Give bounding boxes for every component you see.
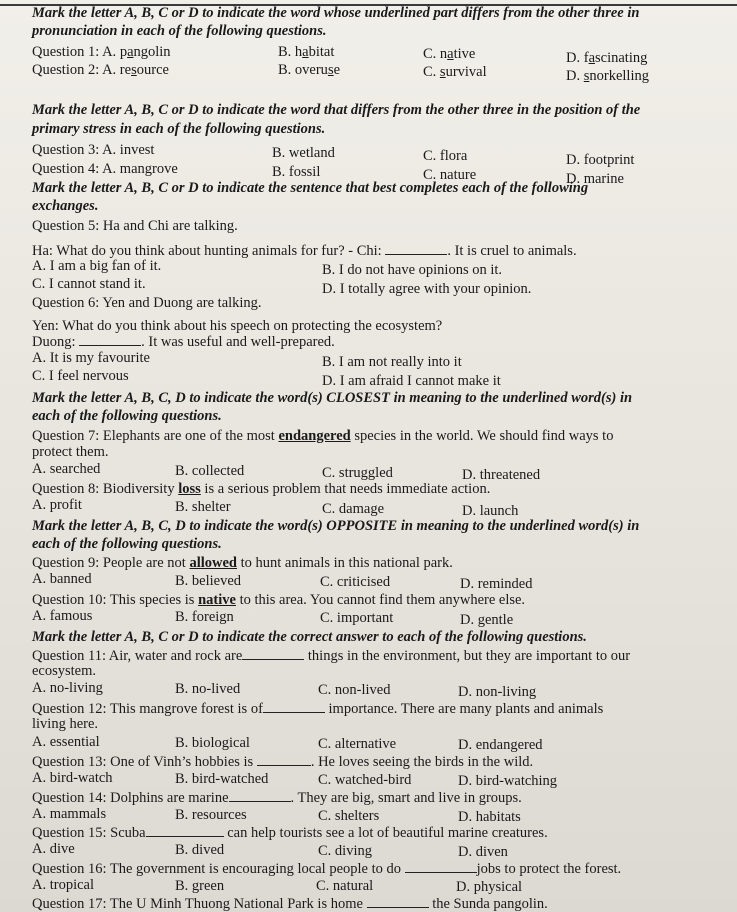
q6-option-c[interactable]: C. I feel nervous: [32, 368, 129, 384]
q11-stem-cont: ecosystem.: [32, 663, 97, 679]
q9-option-d[interactable]: D. reminded: [460, 576, 533, 592]
q7-option-a[interactable]: A. searched: [32, 461, 101, 477]
q16-option-d[interactable]: D. physical: [456, 879, 523, 895]
q14-option-a[interactable]: A. mammals: [32, 806, 107, 822]
q6-blank[interactable]: [79, 333, 141, 346]
q7-stem: Question 7: Elephants are one of the most endangered species in the world. We should find ways to: [32, 428, 614, 444]
q5-stem: Question 5: Ha and Chi are talking.: [32, 218, 238, 234]
q12-option-a[interactable]: A. essential: [32, 734, 100, 750]
q3-option-a[interactable]: Question 3: A. invest: [32, 142, 155, 158]
q13-option-c[interactable]: C. watched-bird: [318, 772, 412, 788]
q6-option-a[interactable]: A. It is my favourite: [32, 350, 150, 366]
q13-option-a[interactable]: A. bird-watch: [32, 770, 113, 786]
q7-option-c[interactable]: C. struggled: [322, 465, 393, 481]
q7-option-d[interactable]: D. threatened: [462, 467, 541, 483]
instruction-closest-cont: each of the following questions.: [32, 408, 222, 424]
q11-option-d[interactable]: D. non-living: [458, 684, 537, 700]
q11-option-b[interactable]: B. no-lived: [175, 681, 241, 697]
instruction-correct-answer: Mark the letter A, B, C or D to indicate the correct answer to each of the following questions.: [32, 629, 587, 645]
q5-option-d[interactable]: D. I totally agree with your opinion.: [322, 281, 532, 297]
q12-option-c[interactable]: C. alternative: [318, 736, 397, 752]
q9-stem: Question 9: People are not allowed to hunt animals in this national park.: [32, 555, 453, 571]
instruction-stress-cont: primary stress in each of the following questions.: [32, 121, 326, 137]
instruction-closest: Mark the letter A, B, C, D to indicate the word(s) CLOSEST in meaning to the underlined word(s) in: [32, 390, 633, 406]
q1-option-d[interactable]: D. fascinating: [566, 50, 648, 66]
q6-dialogue-yen: Yen: What do you think about his speech on protecting the ecosystem?: [32, 318, 443, 334]
q4-option-d[interactable]: D. marine: [566, 171, 624, 187]
q4-option-c[interactable]: C. nature: [423, 167, 477, 183]
q12-blank[interactable]: [263, 700, 325, 713]
q8-stem: Question 8: Biodiversity loss is a serious problem that needs immediate action.: [32, 481, 491, 497]
instruction-opposite-cont: each of the following questions.: [32, 536, 222, 552]
q11-blank[interactable]: [242, 647, 304, 660]
q13-option-d[interactable]: D. bird-watching: [458, 773, 558, 789]
q14-option-d[interactable]: D. habitats: [458, 809, 521, 825]
q1-option-b[interactable]: B. habitat: [278, 44, 335, 60]
q13-stem: Question 13: One of Vinh’s hobbies is . He loves seeing the birds in the wild.: [32, 754, 534, 770]
q6-option-b[interactable]: B. I am not really into it: [322, 354, 462, 370]
instruction-exchanges-cont: exchanges.: [32, 198, 99, 214]
q10-option-c[interactable]: C. important: [320, 610, 394, 626]
q11-option-a[interactable]: A. no-living: [32, 680, 103, 696]
instruction-stress: Mark the letter A, B, C or D to indicate the word that differs from the other three in the position of the: [32, 102, 641, 118]
q8-option-d[interactable]: D. launch: [462, 503, 519, 519]
q15-option-c[interactable]: C. diving: [318, 843, 372, 859]
q2-option-b[interactable]: B. overuse: [278, 62, 341, 78]
q5-option-c[interactable]: C. I cannot stand it.: [32, 276, 146, 292]
q5-option-b[interactable]: B. I do not have opinions on it.: [322, 262, 503, 278]
q4-option-b[interactable]: B. fossil: [272, 164, 321, 180]
q7-stem-cont: protect them.: [32, 444, 109, 460]
q10-option-a[interactable]: A. famous: [32, 608, 93, 624]
q16-option-c[interactable]: C. natural: [316, 878, 374, 894]
q6-stem: Question 6: Yen and Duong are talking.: [32, 295, 262, 311]
q16-option-a[interactable]: A. tropical: [32, 877, 95, 893]
q8-option-b[interactable]: B. shelter: [175, 499, 231, 515]
q10-option-b[interactable]: B. foreign: [175, 609, 234, 625]
q17-blank[interactable]: [367, 895, 429, 908]
q7-option-b[interactable]: B. collected: [175, 463, 245, 479]
instruction-pronunciation: Mark the letter A, B, C or D to indicate the word whose underlined part differs from the other three in: [32, 5, 640, 21]
q14-stem: Question 14: Dolphins are marine . They are big, smart and live in groups.: [32, 790, 522, 806]
q10-stem: Question 10: This species is native to this area. You cannot find them anywhere else.: [32, 592, 526, 608]
q3-option-c[interactable]: C. flora: [423, 148, 468, 164]
q15-stem: Question 15: Scuba can help tourists see a lot of beautiful marine creatures.: [32, 825, 548, 841]
q15-blank[interactable]: [146, 824, 224, 837]
q15-option-b[interactable]: B. dived: [175, 842, 225, 858]
q15-option-d[interactable]: D. diven: [458, 844, 508, 860]
instruction-exchanges: Mark the letter A, B, C or D to indicate the sentence that best completes each of the following: [32, 180, 589, 196]
q3-option-b[interactable]: B. wetland: [272, 145, 335, 161]
q12-stem-cont: living here.: [32, 716, 99, 732]
q16-option-b[interactable]: B. green: [175, 878, 225, 894]
q15-option-a[interactable]: A. dive: [32, 841, 75, 857]
instruction-pronunciation-cont: pronunciation in each of the following questions.: [32, 23, 327, 39]
q3-option-d[interactable]: D. footprint: [566, 152, 635, 168]
q1-option-a[interactable]: Question 1: A. pangolin: [32, 44, 171, 60]
q13-option-b[interactable]: B. bird-watched: [175, 771, 269, 787]
q9-option-b[interactable]: B. believed: [175, 573, 242, 589]
q11-stem: Question 11: Air, water and rock are things in the environment, but they are important to our: [32, 648, 631, 664]
q4-option-a[interactable]: Question 4: A. mangrove: [32, 161, 178, 177]
instruction-opposite: Mark the letter A, B, C, D to indicate the word(s) OPPOSITE in meaning to the underlined word(s) in: [32, 518, 640, 534]
q12-option-d[interactable]: D. endangered: [458, 737, 543, 753]
q14-blank[interactable]: [229, 789, 291, 802]
q12-stem: Question 12: This mangrove forest is of importance. There are many plants and animals: [32, 701, 604, 717]
q6-dialogue-duong: Duong: . It was useful and well-prepared.: [32, 334, 335, 350]
q8-option-a[interactable]: A. profit: [32, 497, 82, 513]
q5-option-a[interactable]: A. I am a big fan of it.: [32, 258, 162, 274]
q5-blank[interactable]: [385, 242, 447, 255]
q10-option-d[interactable]: D. gentle: [460, 612, 514, 628]
q2-option-d[interactable]: D. snorkelling: [566, 68, 649, 84]
q16-stem: Question 16: The government is encouraging local people to do jobs to protect the forest.: [32, 861, 622, 877]
q14-option-b[interactable]: B. resources: [175, 807, 247, 823]
q5-dialogue: Ha: What do you think about hunting animals for fur? - Chi: . It is cruel to animals.: [32, 243, 577, 259]
q12-option-b[interactable]: B. biological: [175, 735, 250, 751]
q13-blank[interactable]: [257, 753, 311, 766]
q1-option-c[interactable]: C. native: [423, 46, 476, 62]
q2-option-c[interactable]: C. survival: [423, 64, 487, 80]
q9-option-c[interactable]: C. criticised: [320, 574, 391, 590]
q2-option-a[interactable]: Question 2: A. resource: [32, 62, 169, 78]
q14-option-c[interactable]: C. shelters: [318, 808, 380, 824]
q11-option-c[interactable]: C. non-lived: [318, 682, 391, 698]
q8-option-c[interactable]: C. damage: [322, 501, 385, 517]
q9-option-a[interactable]: A. banned: [32, 571, 92, 587]
q6-option-d[interactable]: D. I am afraid I cannot make it: [322, 373, 501, 389]
q17-stem: Question 17: The U Minh Thuong National Park is home the Sunda pangolin.: [32, 896, 548, 912]
q16-blank[interactable]: [405, 860, 477, 873]
